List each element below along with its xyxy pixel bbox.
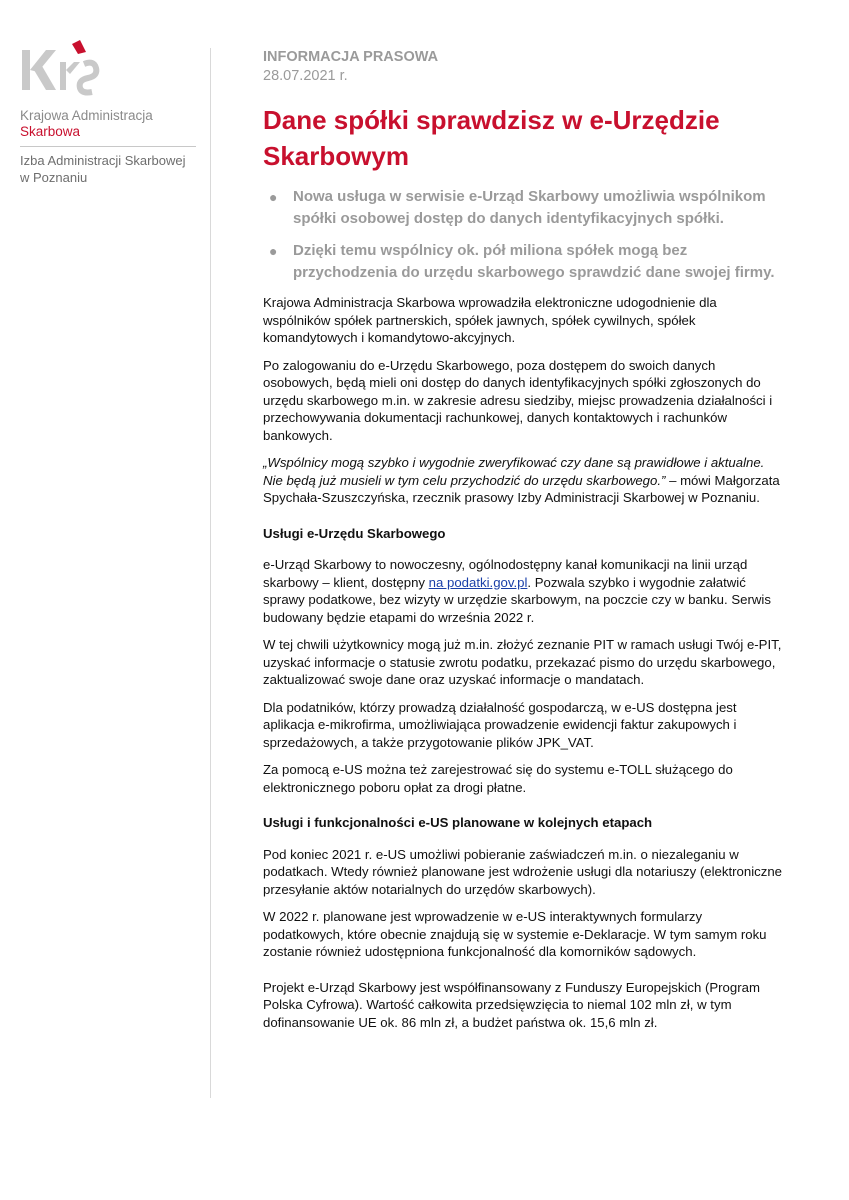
- unit-name-line1: Izba Administracji Skarbowej: [20, 153, 186, 168]
- org-name-line1: Krajowa Administracja: [20, 108, 153, 123]
- paragraph: Po zalogowaniu do e-Urzędu Skarbowego, poza dostępem do swoich danych osobowych, będą mieli oni dostęp do danych identyfikacyjnych spółki zgłoszonych do urzędu skarbowego m.in. w zakresie adresu siedziby, miejsc prowadzenia działalności i przechowywania dokumentacji rachunkowej, danych kontaktowych i rachunków bankowych.: [263, 357, 773, 443]
- press-release-label: INFORMACJA PRASOWA: [263, 49, 439, 65]
- sidebar-divider: [20, 146, 196, 147]
- paragraph: [263, 556, 783, 626]
- release-date: 28.07.2021 r.: [263, 68, 348, 84]
- org-name-line2: Skarbowa: [20, 124, 81, 139]
- paragraph: Pod koniec 2021 r. e-US umożliwi pobieranie zaświadczeń m.in. o niezaleganiu w podatkach. Wtedy również planowane jest wdrożenie usługi dla notariuszy (elektroniczne przesyłanie aktów notarialnych do urzędów skarbowych).: [263, 846, 782, 897]
- organization-name: [20, 108, 153, 140]
- unit-name: [20, 152, 185, 186]
- paragraph: Projekt e-Urząd Skarbowy jest współfinansowany z Funduszy Europejskich (Program Polska Cyfrowa). Wartość całkowita przedsięwzięcia to niemal 102 mln zł, w tym dofinansowanie UE ok. 86 mln zł, a budżet państwa ok. 15,6 mln zł.: [263, 979, 760, 1030]
- paragraph: W tej chwili użytkownicy mogą już m.in. złożyć zeznanie PIT w ramach usługi Twój e-PIT, uzyskać informacje o statusie zwrotu podatku, przekazać pismo do urzędu skarbowego, zaktualizować swoje dane oraz uzyskać informacje o mandatach.: [263, 637, 782, 687]
- key-point: [263, 240, 783, 284]
- press-release-content: [263, 48, 783, 1041]
- quote-attribution: – mówi Małgorzata Spychała-Szuszczyńska, rzecznik prasowy Izby Administracji Skarbowej w Poznaniu.: [263, 472, 780, 505]
- kas-logo: [20, 40, 100, 96]
- paragraph: Dla podatników, którzy prowadzą działalność gospodarczą, w e-US dostępna jest aplikacja e-mikrofirma, umożliwiająca prowadzenie ewidencji faktur zakupowych i sprzedażowych, a także przygotowanie plików JPK_VAT.: [263, 699, 737, 750]
- unit-name-line2: w Poznaniu: [20, 170, 88, 185]
- page-title: Dane spółki sprawdzisz w e-Urzędzie Skarbowym: [263, 105, 720, 171]
- spacer: [263, 971, 783, 979]
- bullet-icon: ●: [269, 189, 278, 205]
- paragraph: Za pomocą e-US można też zarejestrować się do systemu e-TOLL służącego do elektronicznego poboru opłat za drogi płatne.: [263, 762, 733, 795]
- paragraph: Krajowa Administracja Skarbowa wprowadziła elektroniczne udogodnienie dla wspólników spółek partnerskich, spółek jawnych, spółek cywilnych, spółek komandytowych i komandytowo-akcyjnych.: [263, 295, 717, 345]
- quote-text: „Wspólnicy mogą szybko i wygodnie zweryfikować czy dane są prawidłowe i aktualne. Nie będą już musieli w tym celu przychodzić do urzędu skarbowego.”: [263, 455, 765, 488]
- quote-paragraph: [263, 454, 783, 507]
- section-heading: Usługi e-Urzędu Skarbowego: [263, 525, 446, 541]
- key-points-list: [263, 186, 783, 284]
- section-heading: Usługi i funkcjonalności e-US planowane w kolejnych etapach: [263, 815, 653, 830]
- paragraph-text: e-Urząd Skarbowy to nowoczesny, ogólnodostępny kanał komunikacji na linii urząd skarbowy – klient, dostępny: [263, 557, 748, 590]
- key-point-text: Nowa usługa w serwisie e-Urząd Skarbowy umożliwia wspólnikom spółki osobowej dostęp do danych identyfikacyjnych spółki.: [293, 188, 766, 227]
- paragraph-text: . Pozwala szybko i wygodnie załatwić sprawy podatkowe, bez wizyty w urzędzie skarbowym, na poczcie czy w banku. Serwis budowany będzie etapami do września 2022 r.: [263, 574, 771, 625]
- vertical-divider: [210, 48, 211, 1098]
- podatki-gov-link[interactable]: na podatki.gov.pl: [428, 574, 528, 590]
- key-point-text: Dzięki temu wspólnicy ok. pół miliona spółek mogą bez przychodzenia do urzędu skarbowego sprawdzić dane swojej firmy.: [293, 242, 775, 281]
- key-point: [263, 186, 783, 230]
- paragraph: W 2022 r. planowane jest wprowadzenie w e-US interaktywnych formularzy podatkowych, które obecnie znajdują się w systemie e-Deklaracje. W tym samym roku zostanie również udostępniona funkcjonalność dla komorników sądowych.: [263, 909, 767, 959]
- bullet-icon: ●: [269, 243, 278, 259]
